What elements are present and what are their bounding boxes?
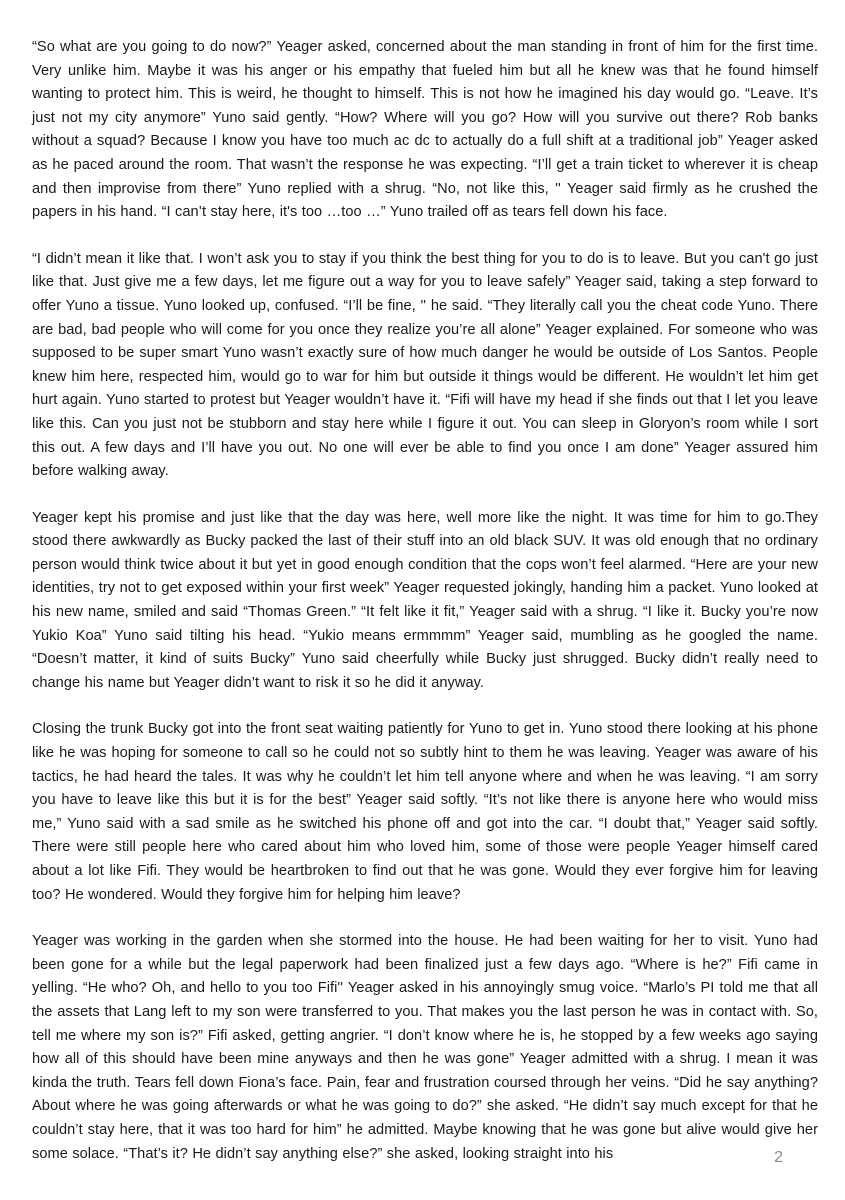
page-number: 2 bbox=[774, 1149, 783, 1166]
document-page bbox=[32, 36, 818, 1189]
paragraph-5: Yeager was working in the garden when she stormed into the house. He had been waiting for her to visit. Yuno had been gone for a while but the legal paperwork had been finalized just a few days ago. “Where is he?” Fifi came in yelling. “He who? Oh, and hello to you too Fifi'' Yeager asked in his annoyingly smug voice. “Marlo’s PI told me that all the assets that Lang left to my son were transferred to you. That makes you the last person he was in contact with. So, tell me where my son is?” Fifi asked, getting angrier. “I don’t know where he is, he stopped by a few weeks ago saying how all of this should have been mine anyways and then he was gone” Yeager admitted with a shrug. I mean it was kinda the truth. Tears fell down Fiona’s face. Pain, fear and frustration coursed through her veins. “Did he say anything? About where he was going afterwards or what he was going to do?” she asked. “He didn’t say much except for that he couldn’t stay here, that it was too hard for him” he admitted. Maybe knowing that he was gone but alive would give her some solace. “That’s it? He didn’t say anything else?” she asked, looking straight into his bbox=[32, 933, 818, 1162]
paragraph-4: Closing the trunk Bucky got into the front seat waiting patiently for Yuno to get in. Yuno stood there looking at his phone like he was hoping for someone to call so he could not so subtly hint to them he was leaving. Yeager was aware of his tactics, he had heard the tales. It was why he couldn’t let him tell anyone where and when he was leaving. “I am sorry you have to leave like this but it is for the best” Yeager said softly. “It’s not like there is anyone here who would miss me,” Yuno said with a sad smile as he switched his phone off and got into the car. “I doubt that,” Yeager said softly. There were still people here who cared about him who loved him, some of those were people Yeager himself cared about a lot like Fifi. They would be heartbroken to find out that he was gone. Would they ever forgive him for leaving too? He wondered. Would they forgive him for helping him leave? bbox=[32, 721, 818, 903]
paragraph-1: “So what are you going to do now?” Yeager asked, concerned about the man standing in front of him for the first time. Very unlike him. Maybe it was his anger or his empathy that fueled him but all he knew was that he found himself wanting to protect him. This is weird, he thought to himself. This is not how he imagined his day would go. “Leave. It’s just not my city anymore” Yuno said gently. “How? Where will you go? How will you survive out there? Rob banks without a squad? Because I know you have too much ac dc to actually do a full shift at a traditional job” Yeager asked as he paced around the room. That wasn’t the response he was expecting. “I’ll get a train ticket to wherever it is cheap and then improvise from there” Yuno replied with a shrug. “No, not like this, '' Yeager said firmly as he crushed the papers in his hand. “I can’t stay here, it's too …too …” Yuno trailed off as tears fell down his face. bbox=[32, 39, 818, 221]
paragraph-3: Yeager kept his promise and just like that the day was here, well more like the night. It was time for him to go.They stood there awkwardly as Bucky packed the last of their stuff into an old black SUV. It was old enough that no ordinary person would think twice about it but yet in good enough condition that the cops won’t feel alarmed. “Here are your new identities, try not to get exposed within your first week” Yeager requested jokingly, handing him a packet. Yuno looked at his new name, smiled and said “Thomas Green.” “It felt like it fit,” Yeager said with a shrug. “I like it. Bucky you’re now Yukio Koa” Yuno said tilting his head. “Yukio means ermmmm” Yeager said, mumbling as he googled the name. “Doesn’t matter, it kind of suits Bucky” Yuno said cheerfully while Bucky just shrugged. Bucky didn’t really need to change his name but Yeager didn’t want to risk it so he did it anyway. bbox=[32, 509, 818, 691]
paragraph-2: “I didn’t mean it like that. I won’t ask you to stay if you think the best thing for you to do is to leave. But you can't go just like that. Just give me a few days, let me figure out a way for you to leave safely” Yeager said, taking a step forward to offer Yuno a tissue. Yuno looked up, confused. “I’ll be fine, '' he said. “They literally call you the cheat code Yuno. There are bad, bad people who will come for you once they realize you’re all alone” Yeager explained. For someone who was supposed to be super smart Yuno wasn’t exactly sure of how much danger he would be outside of Los Santos. People knew him here, respected him, would go to war for him but outside it things would be different. He wouldn’t let him get hurt again. Yuno started to protest but Yeager wouldn’t have it. “Fifi will have my head if she finds out that I let you leave like this. Can you just not be stubborn and stay here while I figure it out. You can sleep in Gloryon’s room while I sort this out. A few days and I’ll have you out. No one will ever be able to find you once I am done” Yeager assured him before walking away. bbox=[32, 250, 818, 480]
